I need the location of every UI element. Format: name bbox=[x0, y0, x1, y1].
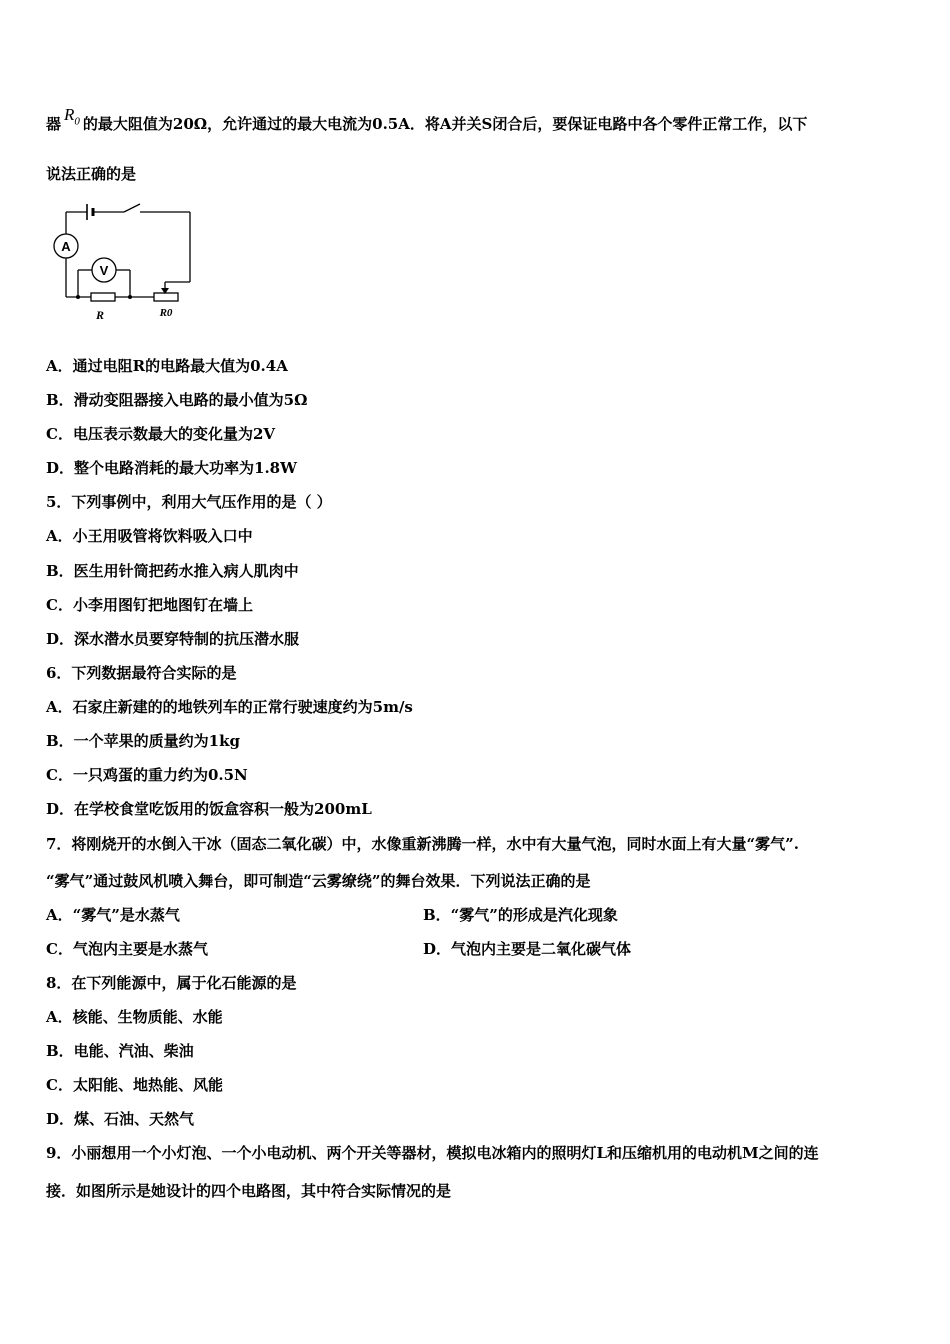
voltmeter-label: V bbox=[99, 263, 109, 278]
q6-option-a: A．石家庄新建的的地铁列车的正常行驶速度约为5m/s bbox=[46, 698, 413, 716]
r0-symbol bbox=[64, 105, 80, 131]
r0-main: R bbox=[64, 105, 75, 124]
q6-stem: 6．下列数据最符合实际的是 bbox=[46, 664, 237, 682]
q5-option-c: C．小李用图钉把地图钉在墙上 bbox=[46, 596, 253, 614]
intro-rest: 的最大阻值为20Ω，允许通过的最大电流为0.5A．将A并关S闭合后，要保证电路中各个零件正常工作，以下 bbox=[82, 115, 808, 133]
q4-option-d: D．整个电路消耗的最大功率为1.8W bbox=[46, 459, 297, 477]
q8-option-b: B．电能、汽油、柴油 bbox=[46, 1042, 194, 1060]
q7-option-b: B．“雾气”的形成是汽化现象 bbox=[423, 906, 618, 924]
rheostat-label: R0 bbox=[159, 307, 173, 319]
q5-stem: 5．下列事例中，利用大气压作用的是（ ） bbox=[46, 493, 332, 511]
q8-option-d: D．煤、石油、天然气 bbox=[46, 1110, 195, 1128]
q5-option-a: A．小王用吸管将饮料吸入口中 bbox=[46, 527, 253, 545]
q6-option-b: B．一个苹果的质量约为1kg bbox=[46, 732, 240, 750]
resistor-r bbox=[91, 293, 115, 301]
q7-option-d: D．气泡内主要是二氧化碳气体 bbox=[423, 940, 632, 958]
q7-option-a: A．“雾气”是水蒸气 bbox=[46, 906, 180, 924]
q5-option-d: D．深水潜水员要穿特制的抗压潜水服 bbox=[46, 630, 300, 648]
q5-option-b: B．医生用针筒把药水推入病人肌肉中 bbox=[46, 562, 299, 580]
switch-blade bbox=[124, 204, 140, 212]
q7-stem-line1: 7．将刚烧开的水倒入干冰（固态二氧化碳）中，水像重新沸腾一样，水中有大量气泡，同时水面上有大量“雾气”. bbox=[46, 835, 799, 853]
q8-stem: 8．在下列能源中，属于化石能源的是 bbox=[46, 974, 297, 992]
q9-stem-line2: 接．如图所示是她设计的四个电路图，其中符合实际情况的是 bbox=[46, 1182, 452, 1200]
junction-dot-right bbox=[128, 295, 132, 299]
q8-option-c: C．太阳能、地热能、风能 bbox=[46, 1076, 223, 1094]
circuit-diagram bbox=[44, 196, 204, 326]
q7-stem-line2: “雾气”通过鼓风机喷入舞台，即可制造“云雾缭绕”的舞台效果．下列说法正确的是 bbox=[46, 872, 591, 890]
q8-option-a: A．核能、生物质能、水能 bbox=[46, 1008, 223, 1026]
rheostat-r0 bbox=[154, 293, 178, 301]
q6-option-c: C．一只鸡蛋的重力约为0.5N bbox=[46, 766, 248, 784]
junction-dot-left bbox=[76, 295, 80, 299]
ammeter-label: A bbox=[61, 239, 71, 254]
r0-sub: 0 bbox=[74, 115, 80, 128]
resistor-label: R bbox=[95, 308, 105, 322]
q6-option-d: D．在学校食堂吃饭用的饭盒容积一般为200mL bbox=[46, 800, 372, 818]
q9-stem-line1: 9．小丽想用一个小灯泡、一个小电动机、两个开关等器材，模拟电冰箱内的照明灯L和压缩机用的电动机M之间的连 bbox=[46, 1144, 819, 1162]
q7-row2 bbox=[46, 939, 632, 959]
q4-option-a: A．通过电阻R的电路最大值为0.4A bbox=[46, 357, 288, 375]
q7-option-c: C．气泡内主要是水蒸气 bbox=[46, 940, 208, 958]
q4-option-b: B．滑动变阻器接入电路的最小值为5Ω bbox=[46, 391, 308, 409]
q4-intro-line2: 说法正确的是 bbox=[46, 165, 137, 183]
q4-option-c: C．电压表示数最大的变化量为2V bbox=[46, 425, 276, 443]
q7-row1 bbox=[46, 905, 618, 925]
intro-prefix: 器 bbox=[46, 115, 62, 133]
q4-intro-line1 bbox=[46, 105, 808, 140]
